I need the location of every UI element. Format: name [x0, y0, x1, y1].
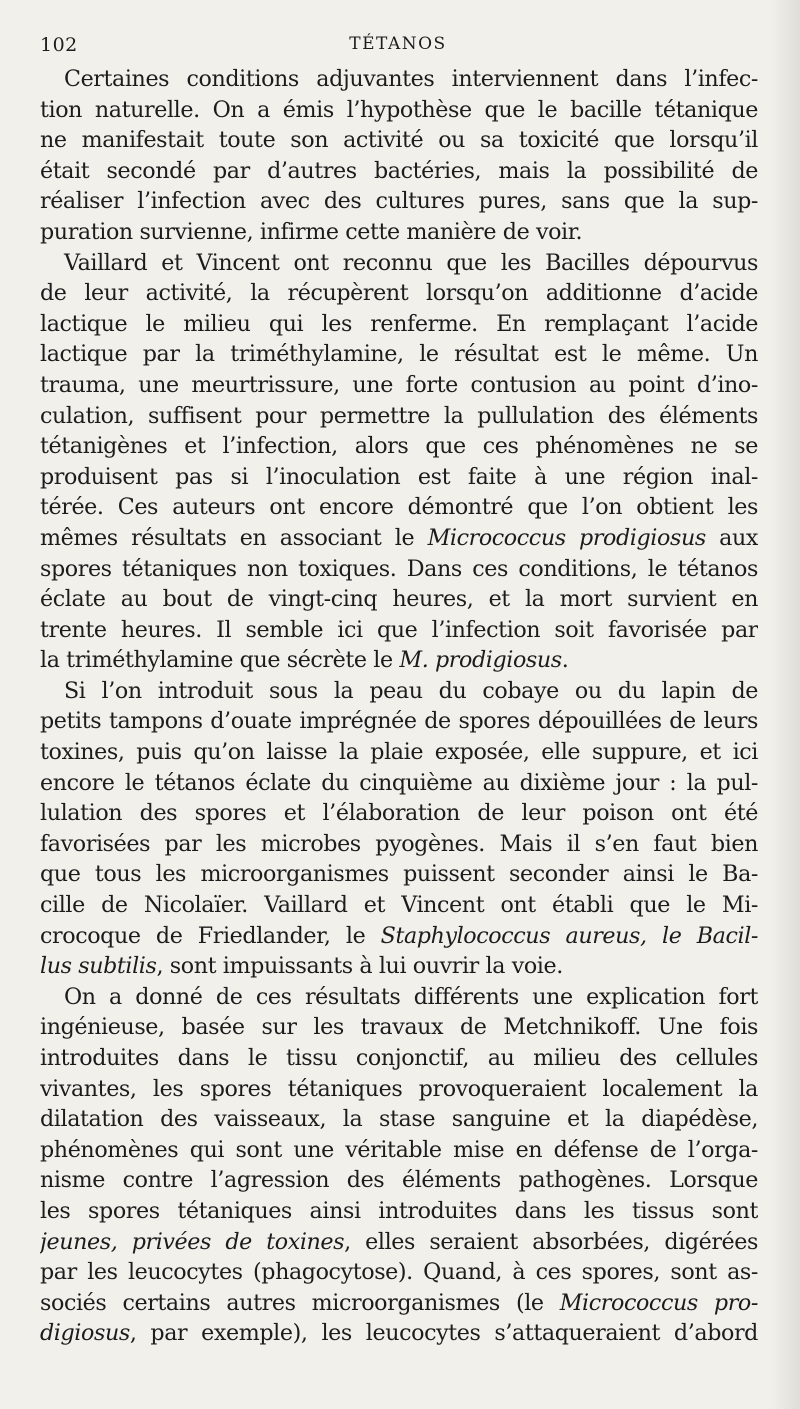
text-line: trauma, une meurtrissure, une forte contusion au point d’ino-	[40, 371, 758, 398]
text-line: était secondé par d’autres bactéries, mais la possibilité de	[40, 157, 758, 184]
text-line: mêmes résultats en associant le Micrococcus prodigiosus aux	[40, 524, 758, 551]
text-line: par les leucocytes (phagocytose). Quand, à ces spores, sont as-	[40, 1259, 758, 1286]
text-line: de leur activité, la récupèrent lorsqu’on additionne d’acide	[40, 280, 758, 307]
text-line: cille de Nicolaïer. Vaillard et Vincent ont établi que le Mi-	[40, 892, 758, 919]
text-line: vivantes, les spores tétaniques provoqueraient localement la	[40, 1075, 758, 1102]
text-line: puration survienne, infirme cette manière de voir.	[40, 218, 583, 245]
text-line: spores tétaniques non toxiques. Dans ces conditions, le tétanos	[40, 555, 758, 582]
text-line: jeunes, privées de toxines, elles seraient absorbées, digérées	[40, 1228, 758, 1255]
text-line: éclate au bout de vingt-cinq heures, et la mort survient en	[40, 586, 758, 613]
body-text	[40, 64, 758, 1349]
text-line: introduites dans le tissu conjonctif, au milieu des cellules	[40, 1045, 758, 1071]
running-title: TÉTANOS	[349, 34, 447, 54]
text-line: culation, suffisent pour permettre la pullulation des éléments	[40, 402, 758, 429]
text-line: Si l’on introduit sous la peau du cobaye ou du lapin de	[64, 677, 758, 704]
text-line: crocoque de Friedlander, le Staphylococcus aureus, le Bacil-	[40, 922, 758, 949]
text-line: dilatation des vaisseaux, la stase sanguine et la diapédèse,	[40, 1106, 758, 1133]
text-line: petits tampons d’ouate imprégnée de spores dépouillées de leurs	[40, 708, 758, 735]
text-line: phénomènes qui sont une véritable mise en défense de l’orga-	[40, 1136, 758, 1163]
text-line: produisent pas si l’inoculation est faite à une région inal-	[40, 463, 758, 490]
text-line: favorisées par les microbes pyogènes. Mais il s’en faut bien	[40, 830, 758, 857]
text-line: encore le tétanos éclate du cinquième au dixième jour : la pul-	[40, 769, 758, 796]
text-line: tétanigènes et l’infection, alors que ces phénomènes ne se	[40, 433, 758, 460]
text-line: ne manifestait toute son activité ou sa toxicité que lorsqu’il	[40, 127, 758, 154]
text-line: les spores tétaniques ainsi introduites dans les tissus sont	[40, 1197, 758, 1224]
text-line: lactique le milieu qui les renferme. En remplaçant l’acide	[40, 310, 758, 337]
text-line: lus subtilis, sont impuissants à lui ouvrir la voie.	[40, 953, 563, 980]
page-header	[40, 30, 756, 62]
text-line: Vaillard et Vincent ont reconnu que les Bacilles dépourvus	[64, 249, 758, 276]
page-number: 102	[40, 34, 78, 56]
text-line: digiosus, par exemple), les leucocytes s’attaqueraient d’abord	[40, 1320, 758, 1347]
text-line: tion naturelle. On a émis l’hypothèse que le bacille tétanique	[40, 96, 758, 123]
page-edge-shadow	[770, 0, 800, 1409]
text-line: lulation des spores et l’élaboration de leur poison ont été	[40, 800, 758, 827]
text-line: sociés certains autres microorganismes (le Micrococcus pro-	[40, 1289, 758, 1316]
text-line: lactique par la triméthylamine, le résultat est le même. Un	[40, 341, 758, 368]
text-line: trente heures. Il semble ici que l’infection soit favorisée par	[40, 616, 758, 643]
text-line: la triméthylamine que sécrète le M. prodigiosus.	[40, 647, 569, 674]
text-line: toxines, puis qu’on laisse la plaie exposée, elle suppure, et ici	[40, 739, 758, 766]
text-line: réaliser l’infection avec des cultures pures, sans que la sup-	[40, 188, 758, 215]
text-line: Certaines conditions adjuvantes interviennent dans l’infec-	[64, 66, 758, 92]
text-line: térée. Ces auteurs ont encore démontré que l’on obtient les	[40, 494, 758, 521]
text-line: que tous les microorganismes puissent seconder ainsi le Ba-	[40, 861, 758, 888]
text-line: ingénieuse, basée sur les travaux de Metchnikoff. Une fois	[40, 1014, 758, 1041]
text-line: nisme contre l’agression des éléments pathogènes. Lorsque	[40, 1167, 758, 1194]
text-line: On a donné de ces résultats différents une explication fort	[64, 983, 758, 1010]
